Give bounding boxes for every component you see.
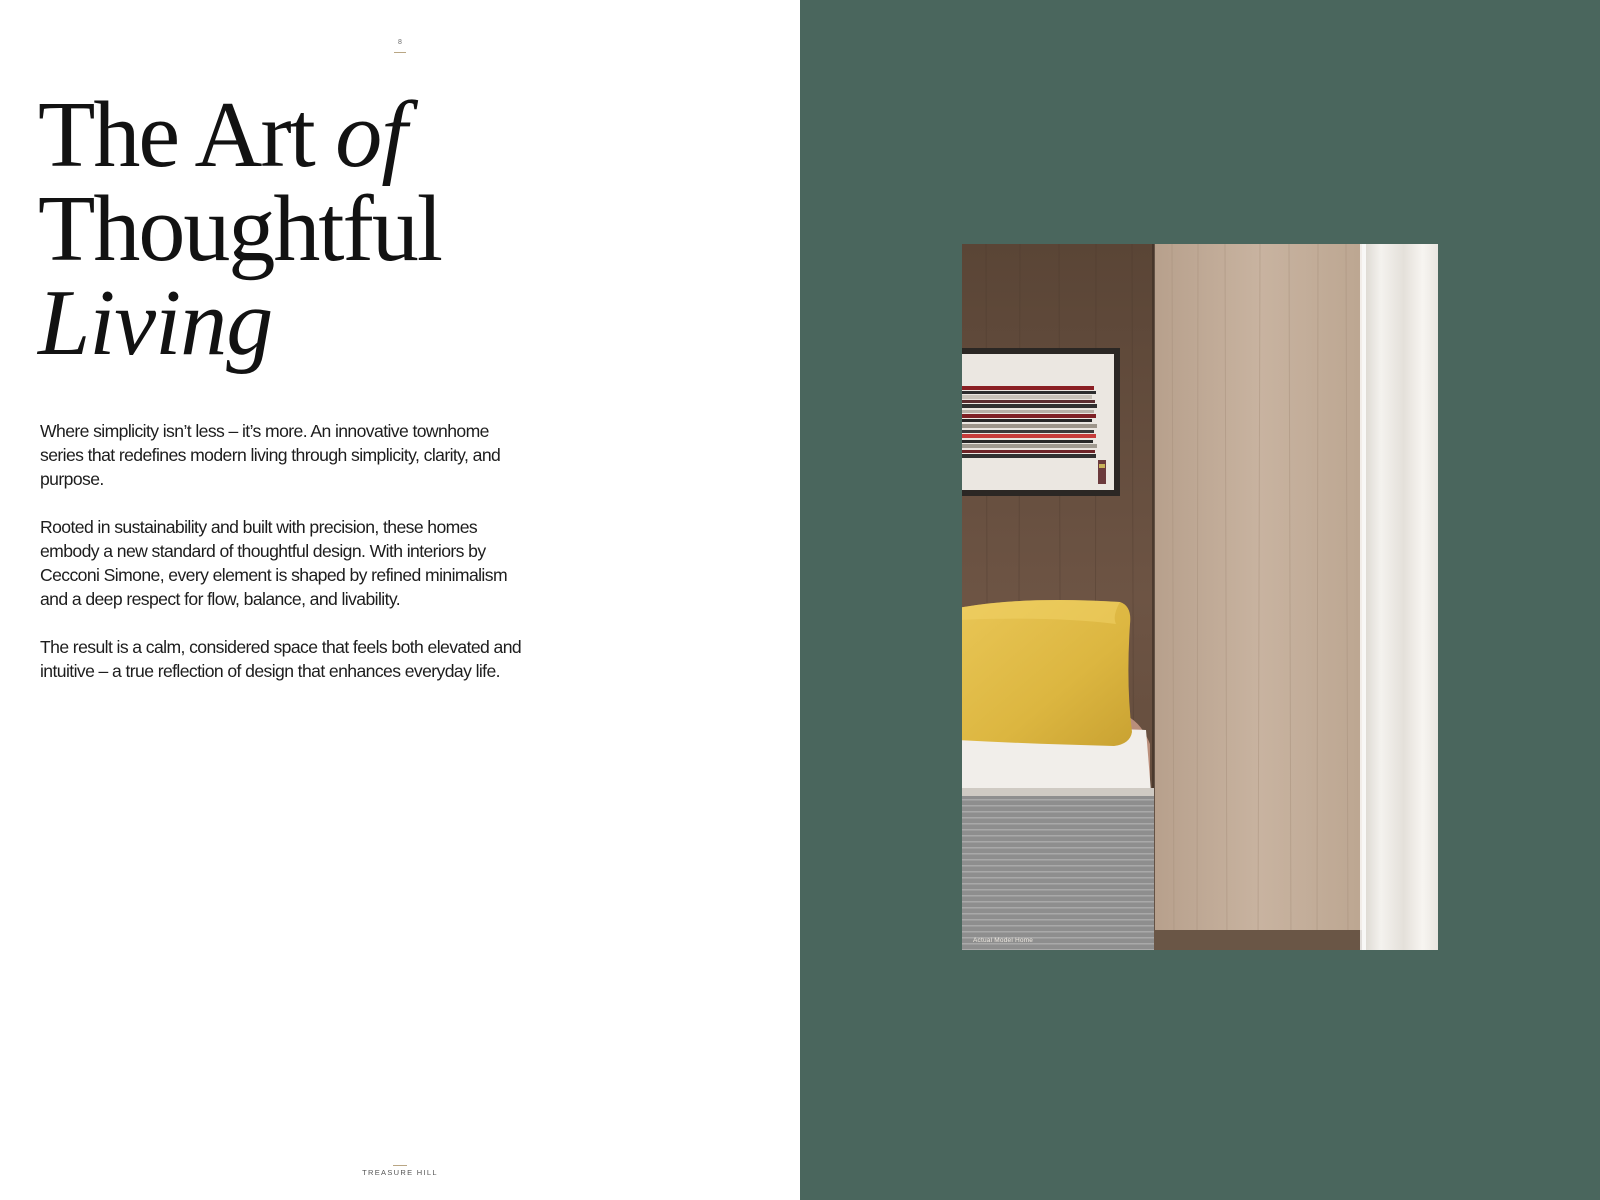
headline-line-1-italic: of (335, 83, 407, 187)
body-paragraph: Rooted in sustainability and built with precision, these homes embody a new standard of thoughtful design. With interiors by Cecconi Simone, every element is shaped by refined minimalism and a deep respect for flow, balance, and livability. (40, 517, 507, 609)
footer-rule (393, 1165, 407, 1166)
body-copy (40, 419, 530, 707)
right-page (800, 0, 1600, 1200)
headline (38, 83, 441, 375)
headline-line-1-text: The Art (38, 83, 336, 187)
headline-line-1 (38, 83, 441, 187)
bedroom-photo (962, 244, 1438, 950)
photo-caption: Actual Model Home (973, 937, 1034, 944)
page-number: 8 (398, 39, 402, 46)
body-paragraph: The result is a calm, considered space that feels both elevated and intuitive – a true reflection of design that enhances everyday life. (40, 637, 522, 681)
headline-line-2: Thoughtful (38, 177, 441, 281)
framed-art (962, 348, 1120, 496)
sheer-curtain (1362, 244, 1438, 950)
bed (962, 712, 1154, 950)
bedroom-photo-illustration (962, 244, 1438, 950)
body-paragraph: Where simplicity isn’t less – it’s more. An innovative townhome series that redefines modern living through simplicity, clarity, and purpose. (40, 421, 501, 489)
footer-brand: TREASURE HILL (362, 1168, 438, 1177)
headline-line-3: Living (38, 271, 273, 375)
page-number-rule (394, 52, 406, 53)
striped-blanket (962, 792, 1154, 950)
